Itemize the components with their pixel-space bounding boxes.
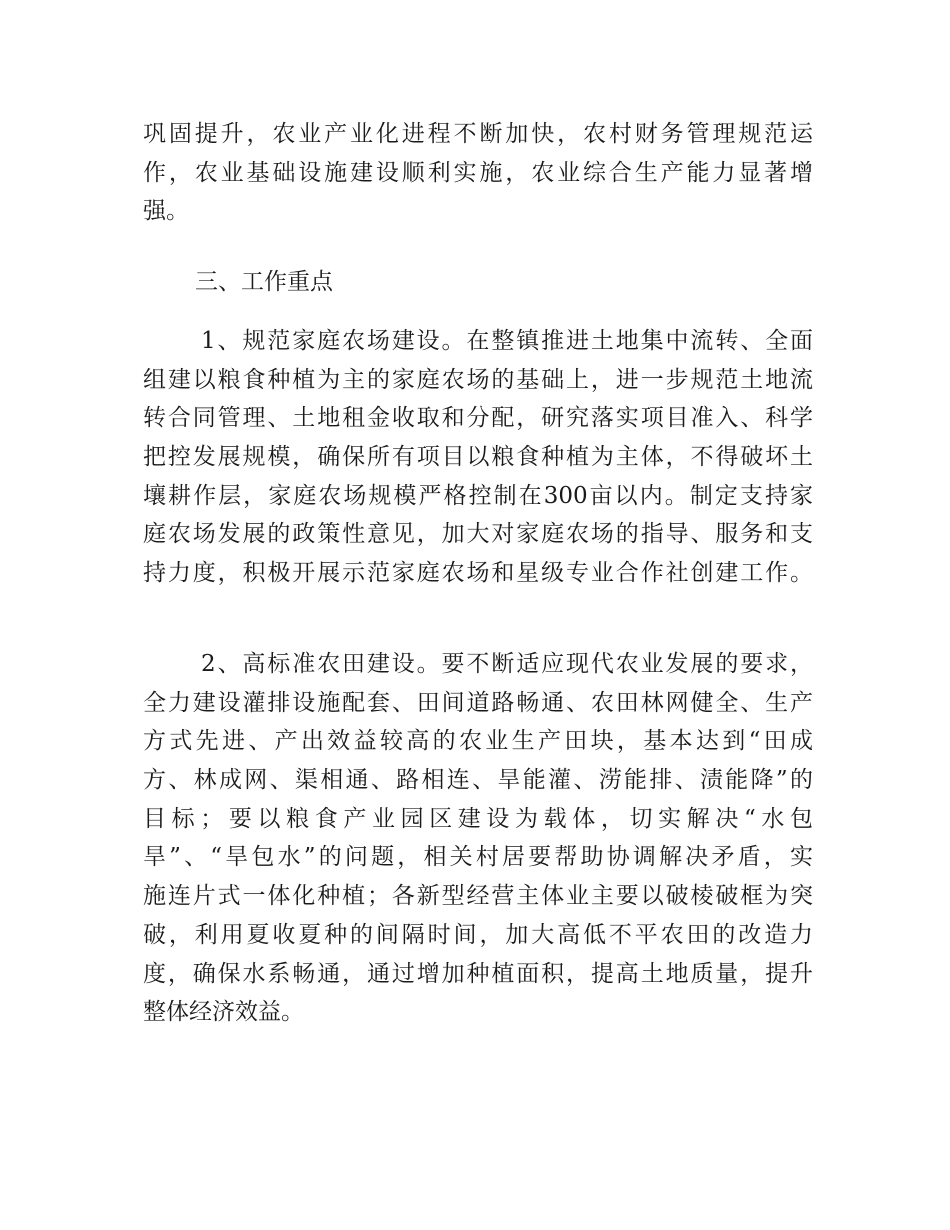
para1-line-6: 庭农场发展的政策性意见，加大对家庭农场的指导、服务和支 xyxy=(143,521,813,548)
para2-line-5: 目标；要以粮食产业园区建设为载体，切实解决“水包 xyxy=(143,805,813,832)
para1-line-5: 壤耕作层，家庭农场规模严格控制在300亩以内。制定支持家 xyxy=(143,482,813,509)
para2-line-9: 度，确保水系畅通，通过增加种植面积，提高土地质量，提升 xyxy=(143,960,813,987)
intro-line-1: 巩固提升，农业产业化进程不断加快，农村财务管理规范运 xyxy=(143,121,813,147)
para2-line-4: 方、林成网、渠相通、路相连、旱能灌、涝能排、渍能降”的 xyxy=(143,767,813,794)
para1-line-3: 转合同管理、土地租金收取和分配，研究落实项目准入、科学 xyxy=(143,405,813,432)
para1-line-7: 持力度，积极开展示范家庭农场和星级专业合作社创建工作。 xyxy=(143,560,813,587)
para2-line-3: 方式先进、产出效益较高的农业生产田块，基本达到“田成 xyxy=(143,728,813,755)
section-heading: 三、工作重点 xyxy=(195,269,333,295)
para2-line-8: 破，利用夏收夏种的间隔时间，加大高低不平农田的改造力 xyxy=(143,921,813,948)
section-heading-block xyxy=(143,263,813,302)
paragraph-1 xyxy=(143,322,813,593)
para2-line-6: 旱”、“旱包水”的问题，相关村居要帮助协调解决矛盾，实 xyxy=(143,844,813,871)
para2-line-1: 2、高标准农田建设。要不断适应现代农业发展的要求， xyxy=(201,651,813,677)
para2-line-2: 全力建设灌排设施配套、田间道路畅通、农田林网健全、生产 xyxy=(143,689,813,716)
para2-line-10: 整体经济效益。 xyxy=(143,999,304,1026)
intro-line-3: 强。 xyxy=(143,198,189,225)
paragraph-2 xyxy=(143,645,813,1032)
para2-line-7: 施连片式一体化种植；各新型经营主体业主要以破棱破框为突 xyxy=(143,883,813,910)
para1-line-2: 组建以粮食种植为主的家庭农场的基础上，进一步规范土地流 xyxy=(143,366,813,393)
para1-line-4: 把控发展规模，确保所有项目以粮食种植为主体，不得破坏土 xyxy=(143,444,813,471)
intro-paragraph xyxy=(143,115,813,231)
para1-line-1: 1、规范家庭农场建设。在整镇推进土地集中流转、全面 xyxy=(201,328,813,354)
intro-line-2: 作，农业基础设施建设顺利实施，农业综合生产能力显著增 xyxy=(143,159,813,186)
